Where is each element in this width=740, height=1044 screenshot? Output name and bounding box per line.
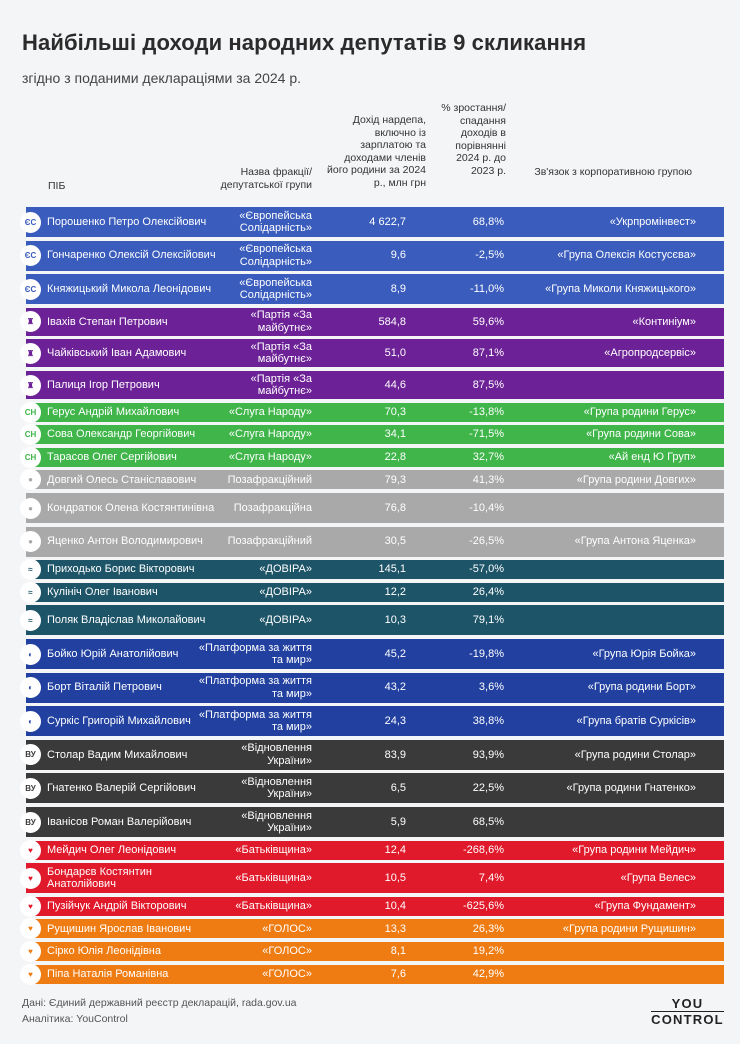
party-logo-icon: СН [20, 447, 41, 468]
growth-value: -57,0% [469, 563, 504, 576]
table-row [20, 638, 724, 670]
party-logo-icon: ♥ [20, 896, 41, 917]
income-value: 8,9 [390, 282, 406, 295]
faction-name: «Партія «За майбутнє» [250, 340, 312, 366]
growth-value: 22,5% [472, 782, 504, 795]
income-value: 43,2 [384, 681, 406, 694]
party-logo-icon: ЄС [20, 279, 41, 300]
corporate-group: «Континіум» [632, 315, 696, 328]
growth-value: -13,8% [469, 405, 504, 418]
corporate-group [516, 964, 696, 985]
party-logo-icon: ◐ [20, 677, 41, 698]
growth-value: 19,2% [472, 945, 504, 958]
growth-value: -268,6% [463, 843, 504, 856]
corporate-group: «Агропродсервіс» [604, 347, 696, 360]
table-row [20, 739, 724, 771]
growth-value: -10,4% [469, 501, 504, 514]
corporate-group: «Група родини Герус» [583, 405, 696, 418]
deputy-name: Бондарєв Костянтин Анатолійович [47, 865, 152, 891]
corporate-group [516, 806, 696, 838]
growth-value: 38,8% [472, 714, 504, 727]
growth-value: 59,6% [472, 315, 504, 328]
faction-name: «ГОЛОС» [262, 967, 312, 980]
faction-name: «Платформа за життя та мир» [198, 708, 312, 734]
faction-name: «Відновлення України» [241, 742, 312, 767]
header-income: Дохід нардепа, включно із зарплатою та доходами членів його родини за 2024 р., млн грн [326, 114, 426, 189]
growth-value: -625,6% [463, 900, 504, 913]
header-group: Зв'язок з корпоративною групою [534, 166, 692, 178]
faction-name: «Європейська Солідарність» [239, 209, 312, 234]
deputy-name: Княжицький Микола Леонідович [47, 282, 212, 295]
corporate-group: «Група родини Рущишин» [562, 922, 696, 935]
deputy-name: Кондратюк Олена Костянтинівна [47, 501, 215, 514]
growth-value: 87,1% [472, 347, 504, 360]
table-row [20, 273, 724, 305]
income-value: 4 622,7 [369, 215, 406, 228]
growth-value: -71,5% [469, 428, 504, 441]
deputy-name: Пузійчук Андрій Вікторович [47, 900, 187, 913]
table-row [20, 964, 724, 985]
faction-name: «ДОВІРА» [259, 586, 312, 599]
income-value: 8,1 [390, 945, 406, 958]
analytics-note: Аналітика: YouControl [22, 1013, 128, 1025]
corporate-group: «Група родини Столар» [574, 748, 696, 761]
deputy-name: Тарасов Олег Сергійович [47, 451, 177, 464]
deputy-name: Іванісов Роман Валерійович [47, 815, 192, 828]
corporate-group: «Група родини Довгих» [576, 473, 696, 486]
deputy-name: Поляк Владіслав Миколайович [47, 614, 206, 627]
deputy-name: Довгий Олесь Станіславович [47, 473, 197, 486]
corporate-group: «Група Олексія Костусєва» [557, 249, 696, 262]
corporate-group: «Група Юрія Бойка» [592, 647, 696, 660]
income-value: 12,4 [384, 843, 406, 856]
growth-value: -19,8% [469, 647, 504, 660]
deputy-name: Приходько Борис Вікторович [47, 563, 195, 576]
party-logo-icon: СН [20, 424, 41, 445]
income-value: 10,3 [384, 614, 406, 627]
faction-name: «Слуга Народу» [228, 451, 312, 464]
income-value: 13,3 [384, 922, 406, 935]
source-note: Дані: Єдиний державний реєстр декларацій, rada.gov.ua [22, 997, 297, 1009]
table-row [20, 370, 724, 400]
growth-value: 93,9% [472, 748, 504, 761]
income-value: 9,6 [390, 249, 406, 262]
income-value: 34,1 [384, 428, 406, 441]
faction-name: «ДОВІРА» [259, 614, 312, 627]
table-row [20, 338, 724, 368]
corporate-group [516, 604, 696, 636]
party-logo-icon: ♥ [20, 868, 41, 889]
corporate-group: «Група Фундамент» [594, 900, 696, 913]
faction-name: «Відновлення України» [241, 809, 312, 834]
table-row [20, 206, 724, 238]
party-logo-icon: ВУ [20, 744, 41, 765]
growth-value: 68,5% [472, 815, 504, 828]
deputy-name: Герус Андрій Михайлович [47, 405, 180, 418]
party-logo-icon: ♥ [20, 840, 41, 861]
faction-name: «ГОЛОС» [262, 945, 312, 958]
income-value: 145,1 [378, 563, 406, 576]
party-logo-icon: ≈ [20, 610, 41, 631]
deputy-name: Сірко Юлія Леонідівна [47, 945, 161, 958]
corporate-group [516, 492, 696, 524]
faction-name: «Відновлення України» [241, 775, 312, 801]
party-logo-icon: ЄС [20, 212, 41, 233]
income-value: 51,0 [384, 347, 406, 360]
table-row [20, 918, 724, 939]
growth-value: 32,7% [472, 451, 504, 464]
table-row [20, 705, 724, 737]
deputy-name: Іваxів Степан Петрович [47, 315, 168, 328]
party-logo-icon: ◐ [20, 644, 41, 665]
party-logo-icon: ВУ [20, 778, 41, 799]
party-logo-icon: ◐ [20, 711, 41, 732]
faction-name: «ГОЛОС» [262, 922, 312, 935]
growth-value: -26,5% [469, 535, 504, 548]
deputy-name: Борт Віталій Петрович [47, 681, 162, 694]
table-row [20, 896, 724, 917]
faction-name: «Батьківщина» [235, 900, 312, 913]
deputy-name: Кулініч Олег Іванович [47, 586, 158, 599]
header-faction: Назва фракції/ депутатської групи [220, 166, 312, 191]
deputy-name: Яценко Антон Володимирович [47, 535, 203, 548]
table-row [20, 840, 724, 861]
growth-value: 3,6% [478, 681, 504, 694]
party-logo-icon: ● [20, 498, 41, 519]
table-row [20, 582, 724, 603]
table-row [20, 604, 724, 636]
corporate-group: «Група родини Гнатенко» [566, 782, 696, 795]
logo-bottom-text: CONTROL [651, 1012, 724, 1027]
income-value: 10,5 [384, 871, 406, 884]
corporate-group [516, 941, 696, 962]
income-value: 79,3 [384, 473, 406, 486]
page-title: Найбільші доходи народних депутатів 9 скликання [22, 30, 587, 55]
logo-top-text: YOU [671, 996, 704, 1011]
income-value: 44,6 [384, 378, 406, 391]
faction-name: Позафракційний [227, 535, 312, 548]
deputy-name: Гончаренко Олексій Олексійович [47, 249, 216, 262]
corporate-group: «Група Антона Яценка» [574, 535, 696, 548]
income-value: 45,2 [384, 647, 406, 660]
party-logo-icon: ♜ [20, 343, 41, 364]
income-value: 70,3 [384, 405, 406, 418]
growth-value: -2,5% [475, 249, 504, 262]
income-value: 7,6 [390, 967, 406, 980]
party-logo-icon: СН [20, 402, 41, 423]
corporate-group: «Група Миколи Княжицького» [545, 282, 696, 295]
header-growth: % зростання/ спадання доходів в порівнянні 2024 р. до 2023 р. [441, 102, 506, 177]
deputy-name: Порошенко Петро Олексійович [47, 215, 207, 228]
party-logo-icon: ● [20, 531, 41, 552]
deputy-name: Піпа Наталія Романівна [47, 967, 169, 980]
deputy-name: Столар Вадим Михайлович [47, 748, 188, 761]
deputy-name: Сова Олександр Георгійович [47, 428, 196, 441]
party-logo-icon: ≈ [20, 559, 41, 580]
faction-name: «Платформа за життя та мир» [198, 675, 312, 700]
faction-name: «Європейська Солідарність» [239, 276, 312, 302]
faction-name: «Партія «За майбутнє» [250, 309, 312, 334]
deputy-name: Бойко Юрій Анатолійович [47, 647, 179, 660]
table-row [20, 526, 724, 558]
faction-name: «Батьківщина» [235, 843, 312, 856]
faction-name: «Батьківщина» [235, 871, 312, 884]
corporate-group: «Група родини Борт» [587, 681, 696, 694]
header-name: ПІБ [48, 180, 66, 192]
deputy-name: Рущишин Ярослав Іванович [47, 922, 192, 935]
income-value: 584,8 [378, 315, 406, 328]
table-row [20, 772, 724, 804]
corporate-group: «Група Велес» [620, 871, 696, 884]
table-row [20, 492, 724, 524]
deputy-name: Чайківський Іван Адамович [47, 347, 187, 360]
party-logo-icon: ● [20, 469, 41, 490]
table-row [20, 469, 724, 490]
corporate-group [516, 559, 696, 580]
faction-name: «ДОВІРА» [259, 563, 312, 576]
income-value: 30,5 [384, 535, 406, 548]
table-row [20, 307, 724, 337]
party-logo-icon: ♥ [20, 918, 41, 939]
corporate-group: «Ай енд Ю Груп» [608, 451, 696, 464]
income-value: 22,8 [384, 451, 406, 464]
income-value: 10,4 [384, 900, 406, 913]
corporate-group: «Група родини Сова» [586, 428, 696, 441]
faction-name: «Партія «За майбутнє» [250, 372, 312, 397]
party-logo-icon: ВУ [20, 812, 41, 833]
income-value: 24,3 [384, 714, 406, 727]
faction-name: «Слуга Народу» [228, 405, 312, 418]
corporate-group [516, 582, 696, 603]
growth-value: 79,1% [472, 614, 504, 627]
table-row [20, 941, 724, 962]
corporate-group: «Група родини Мейдич» [572, 843, 696, 856]
deputy-name: Гнатенко Валерій Сергійович [47, 782, 196, 795]
party-logo-icon: ЄС [20, 245, 41, 266]
faction-name: Позафракційний [227, 473, 312, 486]
growth-value: 26,4% [472, 586, 504, 599]
income-value: 76,8 [384, 501, 406, 514]
growth-value: 7,4% [478, 871, 504, 884]
party-logo-icon: ♥ [20, 941, 41, 962]
corporate-group [516, 370, 696, 400]
party-logo-icon: ≈ [20, 582, 41, 603]
party-logo-icon: ♥ [20, 964, 41, 985]
corporate-group: «Укрпромінвест» [609, 215, 696, 228]
party-logo-icon: ♜ [20, 311, 41, 332]
income-value: 12,2 [384, 586, 406, 599]
growth-value: 87,5% [472, 378, 504, 391]
table-row [20, 806, 724, 838]
page-subtitle: згідно з поданими деклараціями за 2024 р. [22, 70, 302, 86]
table-row [20, 447, 724, 468]
income-value: 5,9 [390, 815, 406, 828]
deputy-name: Мейдич Олег Леонідович [47, 843, 177, 856]
youcontrol-logo [651, 996, 724, 1027]
income-value: 6,5 [390, 782, 406, 795]
faction-name: «Слуга Народу» [228, 428, 312, 441]
growth-value: 41,3% [472, 473, 504, 486]
growth-value: -11,0% [469, 282, 504, 295]
table-row [20, 672, 724, 704]
growth-value: 68,8% [472, 215, 504, 228]
party-logo-icon: ♜ [20, 375, 41, 396]
table-row [20, 424, 724, 445]
income-value: 83,9 [384, 748, 406, 761]
deputy-name: Суркіс Григорій Михайлович [47, 714, 191, 727]
growth-value: 26,3% [472, 922, 504, 935]
deputy-name: Палиця Ігор Петрович [47, 378, 160, 391]
growth-value: 42,9% [472, 967, 504, 980]
table-row [20, 240, 724, 272]
table-row [20, 402, 724, 423]
table-row [20, 559, 724, 580]
corporate-group: «Група братів Суркісів» [576, 714, 696, 727]
table-row [20, 862, 724, 894]
faction-name: «Європейська Солідарність» [239, 243, 312, 268]
faction-name: «Платформа за життя та мир» [198, 641, 312, 666]
faction-name: Позафракційна [233, 501, 312, 514]
